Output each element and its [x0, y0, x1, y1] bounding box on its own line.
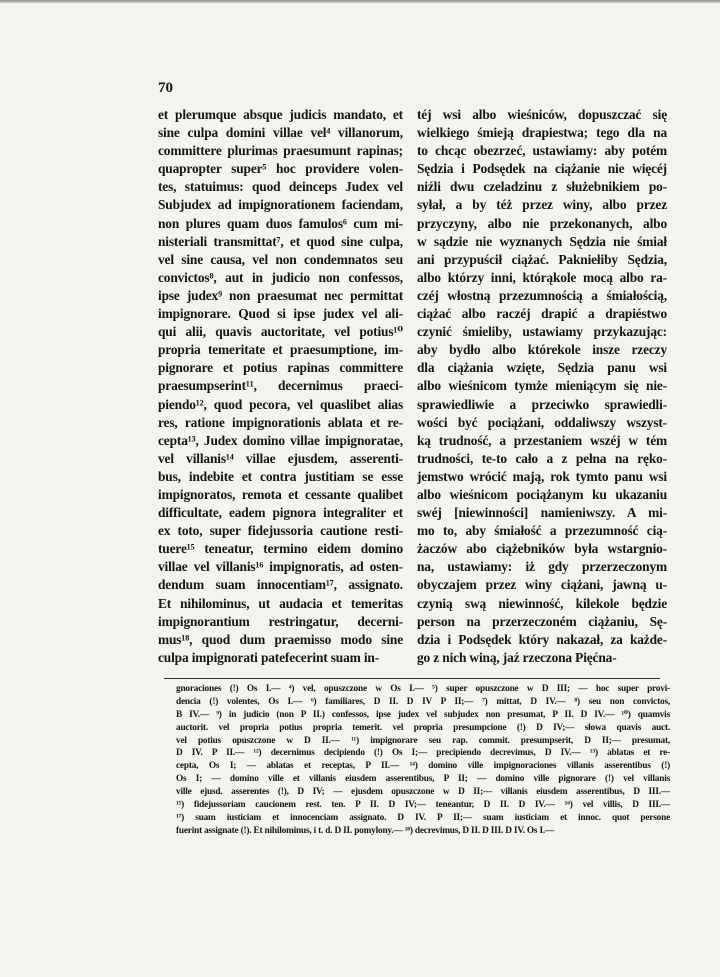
footnote-line: ¹⁵) fidejussoriam caucionem rest. ten. P II. D IV;— teneantur, D II. D IV.— ¹⁶) vel villis, D III.—	[176, 800, 670, 811]
latin-text-line: culpa impignorati patefecerint suam in-	[158, 649, 380, 665]
polish-text-line: albo wieśnicom pociążanym ku ukazaniu	[417, 486, 667, 502]
polish-text-line: person na przerzeczoném ciążaniu, Sę-	[417, 613, 667, 629]
latin-text-line: sine culpa domini villae vel⁴ villanorum,	[158, 125, 403, 141]
polish-text-line: wielkiego śmieją drapiestwa; tego dla na	[417, 125, 667, 141]
footnote-line: B IV.— ⁹) in judicio (non P II.) confessos, ipse judex vel subjudex non presumat, P II. D IV.— ¹⁰) quamvis	[176, 709, 670, 720]
polish-text-line: żaczów abo ciążebników była wstargnio-	[417, 541, 667, 557]
latin-text-line: mus¹⁸, quod dum praemisso modo sine	[158, 631, 403, 647]
polish-text-line: mo to, aby śmiałość a przezumność cią-	[417, 523, 667, 539]
latin-text-line: pignorare et potius rapinas committere	[158, 360, 403, 376]
polish-text-line: ką trudność, a przestaniem wszéj w tém	[417, 432, 667, 448]
polish-text-line: swéj [niewinności] namieniwszy. A mi-	[417, 505, 667, 521]
latin-text-line: vel sine causa, vel non condemnatos seu	[158, 251, 403, 267]
footnote-line: Os I; — domino ville et villanis eiusdem asserentibus, P II; — domino ville pignorare (!) vel villanis	[176, 774, 670, 785]
polish-text-line: niźli dwu czeladzinu z służebnikiem po-	[417, 179, 667, 195]
latin-text-line: propria temeritate et praesumptione, im-	[158, 342, 403, 358]
polish-text-line: albo wieśnicom tymże mieniącym się nie-	[417, 378, 667, 394]
footnote-line: ¹⁷) suam iusticiam et innocenciam assignato. D IV. P II;— suam iusticiam et innoc. quot persone	[176, 812, 670, 823]
polish-text-line: go z nich winą, jaź rzeczona Pięćna-	[417, 649, 617, 665]
footnote-line: fuerint assignate (!). Et nihilominus, i t. d. D II. pomylony.— ¹⁸) decrevimus, D II. D III. D IV. Os I.—	[176, 825, 555, 836]
polish-text-line: dzia i Podsędek który nakazał, za każde-	[417, 631, 667, 647]
footnote-line: gnoraciones (!) Os I.— ⁴) vel, opuszczone w Os I.— ⁵) super opuszczone w D III; — hoc super provi-	[176, 684, 670, 694]
latin-text-line: ex toto, super fidejussoria cautione resti-	[158, 523, 403, 539]
polish-text-line: w sądzie nie wyznanych Sędzia nie śmiał	[417, 233, 667, 249]
polish-text-line: jemstwo wrócić mają, rok tymto panu wsi	[417, 468, 667, 484]
latin-text-line: impignorare. Quod si ipse judex vel ali-	[158, 306, 403, 322]
latin-text-line: ipse judex⁹ non praesumat nec permittat	[158, 287, 403, 303]
footnote-line: vel potius opuszczone w D II.— ¹¹) impignorare seu rap. commit. presumpserit, D II;— presumat,	[176, 735, 670, 746]
latin-text-line: vel villanis¹⁴ villae ejusdem, asserenti-	[158, 450, 403, 466]
latin-text-line: difficultate, eadem pignora integraliter et	[158, 505, 403, 521]
polish-text-line: Sędzia i Podsędek na ciążanie nie więcéj	[417, 161, 667, 177]
polish-text-line: ciążać albo raczéj drapić a drapiéstwo	[417, 306, 667, 322]
latin-text-line: Et nihilominus, ut audacia et temeritas	[158, 595, 403, 611]
polish-text-line: obyczajem przez winy ciążani, jawną u-	[417, 577, 667, 593]
polish-text-line: czynić śmieliby, ustawiamy przykazując:	[417, 324, 667, 340]
footnote-line: ville ejusd. asserentes (!), D IV; — ejusdem opuszczone w D II;— villanis eiusdem asserentibus, D III.—	[176, 787, 670, 798]
polish-text-line: przyczyny, albo nie przekonanych, albo	[417, 215, 667, 231]
latin-text-line: non plures quam duos famulos⁶ cum mi-	[158, 215, 403, 231]
polish-text-line: czéj włostną przezumnością a śmiałością,	[417, 287, 667, 303]
polish-text-line: trudności, te-to cało a z pełna na ręko-	[417, 450, 667, 466]
polish-text-line: ani przypuścił ciążać. Pakniełiby Sędzia,	[417, 251, 667, 267]
latin-text-line: Subjudex ad impignorationem faciendam,	[158, 197, 403, 213]
latin-text-line: convictos⁸, aut in judicio non confessos,	[158, 269, 403, 285]
footnote-line: cepta, Os I; — ablatas et receptas, P II.— ¹⁴) domino ville impignoraciones villanis asserentibus (!)	[176, 761, 670, 772]
polish-text-line: albo którzy inni, którąkole mocą albo ra-	[417, 269, 667, 285]
latin-text-line: et plerumque absque judicis mandato, et	[158, 107, 403, 122]
polish-text-line: syłał, a by téż przez winy, albo przez	[417, 197, 667, 213]
latin-text-column	[158, 106, 403, 667]
latin-text-line: cepta¹³, Judex domino villae impignoratae,	[158, 432, 403, 448]
latin-text-line: villae vel villanis¹⁶ impignoratis, ad osten-	[158, 559, 403, 575]
footnote-line: D IV. P II.— ¹²) decernimus decipiendo (!) Os I;— precipiendo decrevimus, D IV.— ¹³) ablatas et re-	[176, 748, 670, 759]
page-number: 70	[158, 80, 173, 96]
latin-text-line: tuere¹⁵ teneatur, termino eidem domino	[158, 541, 403, 557]
footnotes	[176, 683, 670, 838]
footnote-line: auctorit. vel propria potius propria temerit. vel propria presumpcione (!) D IV;— słowa quavis auct.	[176, 722, 670, 733]
polish-text-line: to chcąc obezrzeć, ustawiamy: aby potém	[417, 143, 667, 159]
latin-text-line: dendum suam innocentiam¹⁷, assignato.	[158, 577, 403, 593]
polish-text-line: na, ustawiamy: iż gdy przerzeczonym	[417, 559, 667, 575]
latin-text-line: res, ratione impignorationis ablata et re-	[158, 414, 403, 430]
footnote-divider	[164, 678, 660, 679]
latin-text-line: nisteriali transmittat⁷, et quod sine culpa,	[158, 233, 403, 249]
latin-text-line: quapropter super⁵ hoc providere volen-	[158, 161, 403, 177]
polish-text-line: sprawiedliwie a przeciwko sprawiedli-	[417, 396, 667, 412]
polish-text-column	[417, 106, 667, 667]
latin-text-line: bus, indebite et contra justitiam se esse	[158, 468, 403, 484]
latin-text-line: piendo¹², quod pecora, vel quaslibet alias	[158, 396, 403, 412]
polish-text-line: czynią swą niewinność, kilekole będzie	[417, 595, 667, 611]
latin-text-line: impignoratos, remota et cessante qualibet	[158, 486, 403, 502]
polish-text-line: téj wsi albo wieśniców, dopuszczać się	[417, 107, 667, 122]
latin-text-line: praesumpserint¹¹, decernimus praeci-	[158, 378, 403, 394]
latin-text-line: committere plurimas praesumunt rapinas;	[158, 143, 403, 159]
polish-text-line: wości być pociążani, oddaliwszy wszyst-	[417, 414, 667, 430]
latin-text-line: impignorantium restringatur, decerni-	[158, 613, 403, 629]
latin-text-line: tes, statuimus: quod deinceps Judex vel	[158, 179, 403, 195]
latin-text-line: qui alii, quavis auctoritate, vel potius¹⁰	[158, 324, 403, 340]
footnote-line: dencia (!) volentes, Os I.— ⁶) familiares, D II. D IV P II;— ⁷) mittat, D IV.— ⁸) seu non convictos,	[176, 696, 670, 707]
scan-edge	[0, 0, 720, 3]
polish-text-line: aby bydło albo którekole insze rzeczy	[417, 342, 667, 358]
polish-text-line: dla ciążania wzięte, Sędzia panu wsi	[417, 360, 667, 376]
